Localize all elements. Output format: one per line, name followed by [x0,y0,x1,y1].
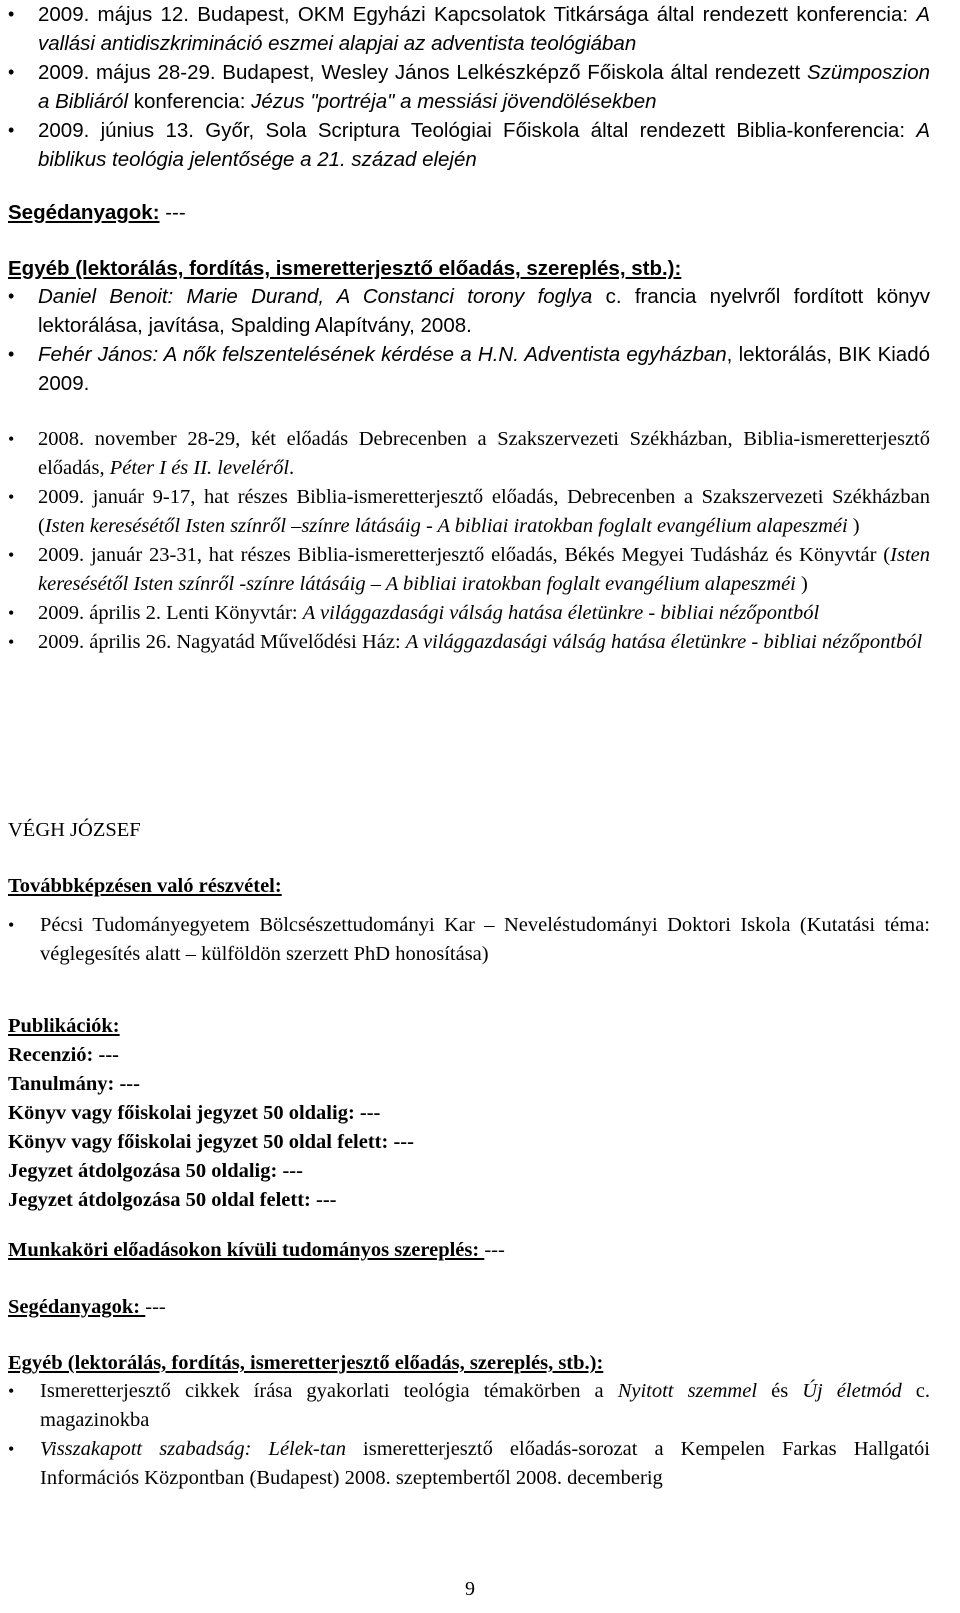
list-item: • 2009. április 2. Lenti Könyvtár: A világgazdasági válság hatása életünkre - bibliai nézőpontból [8,599,930,628]
list-item: • 2009. június 13. Győr, Sola Scriptura Teológiai Főiskola által rendezett Biblia-konferencia: A biblikus teológia jelentősége a 21. század elején [8,116,930,174]
section-heading: Továbbképzésen való részvétel: [8,875,282,897]
publication-line: Recenzió: --- [8,1044,119,1066]
list-item: • 2009. május 28-29. Budapest, Wesley János Lelkészképző Főiskola által rendezett Szümposzion a Bibliáról konferencia: Jézus "portréja" a messiási jövendölésekben [8,58,930,116]
publication-line: Tanulmány: --- [8,1073,140,1095]
segedanyagok-section: Segédanyagok: --- [8,201,186,224]
list-item: • Fehér János: A nők felszentelésének kérdése a H.N. Adventista egyházban, lektorálás, BIK Kiadó 2009. [8,340,930,398]
list-item: • Daniel Benoit: Marie Durand, A Constanci torony foglya c. francia nyelvről fordított könyv lektorálása, javítása, Spalding Alapítvány, 2008. [8,282,930,340]
events-list [8,425,930,657]
section-heading: Segédanyagok: [8,1296,146,1318]
list-item: • 2009. január 23-31, hat részes Biblia-ismeretterjesztő előadás, Békés Megyei Tudásház és Könyvtár (Isten keresésétől Isten színről -színre látásáig – A bibliai iratokban foglalt evangélium alapeszméi ) [8,541,930,599]
publication-line: Könyv vagy főiskolai jegyzet 50 oldal felett: --- [8,1131,414,1153]
section-heading: Segédanyagok: [8,201,160,224]
tovabbkepzes-heading [8,872,930,901]
egyeb-list-2 [8,1377,930,1493]
publication-line: Jegyzet átdolgozása 50 oldal felett: --- [8,1189,337,1211]
section-heading: Munkaköri előadásokon kívüli tudományos szereplés: [8,1239,485,1261]
egyeb-heading-2 [8,1349,930,1378]
section-heading: Publikációk: [8,1015,120,1037]
section-heading: Egyéb (lektorálás, fordítás, ismeretterjesztő előadás, szereplés, stb.): [8,1352,604,1374]
egyeb-heading [8,254,930,283]
list-item: • Visszakapott szabadság: Lélek-tan ismeretterjesztő előadás-sorozat a Kempelen Farkas Hallgatói Információs Központban (Budapest) 2008. szeptembertől 2008. decemberig [8,1435,930,1493]
page-number: 9 [465,1578,475,1600]
segedanyagok-section-2: Segédanyagok: --- [8,1296,166,1318]
section-heading: Egyéb (lektorálás, fordítás, ismeretterjesztő előadás, szereplés, stb.): [8,257,682,280]
munkakori-section: Munkaköri előadásokon kívüli tudományos szereplés: --- [8,1239,505,1261]
conference-list [8,0,930,174]
tovabbkepzes-list [8,911,930,969]
list-item: • 2009. január 9-17, hat részes Biblia-ismeretterjesztő előadás, Debrecenben a Szakszervezeti Székházban (Isten keresésétől Isten színről –színre látásáig - A bibliai iratokban foglalt evangélium alapeszméi ) [8,483,930,541]
person-name: VÉGH JÓZSEF [8,819,141,841]
list-item: • 2009. április 26. Nagyatád Művelődési Ház: A világgazdasági válság hatása életünkre - bibliai nézőpontból [8,628,930,657]
publication-line: Jegyzet átdolgozása 50 oldalig: --- [8,1160,303,1182]
list-item: • 2009. május 12. Budapest, OKM Egyházi Kapcsolatok Titkársága által rendezett konferencia: A vallási antidiszkrimináció eszmei alapjai az adventista teológiában [8,0,930,58]
list-item: • 2008. november 28-29, két előadás Debrecenben a Szakszervezeti Székházban, Biblia-ismeretterjesztő előadás, Péter I és II. leveléről. [8,425,930,483]
egyeb-list [8,282,930,398]
publikaciok-section [8,1012,930,1215]
list-item: • Pécsi Tudományegyetem Bölcsészettudományi Kar – Neveléstudományi Doktori Iskola (Kutatási téma: véglegesítés alatt – külföldön szerzett PhD honosítása) [8,911,930,969]
list-item: • Ismeretterjesztő cikkek írása gyakorlati teológia témakörben a Nyitott szemmel és Új életmód c. magazinokba [8,1377,930,1435]
publication-line: Könyv vagy főiskolai jegyzet 50 oldalig: --- [8,1102,381,1124]
